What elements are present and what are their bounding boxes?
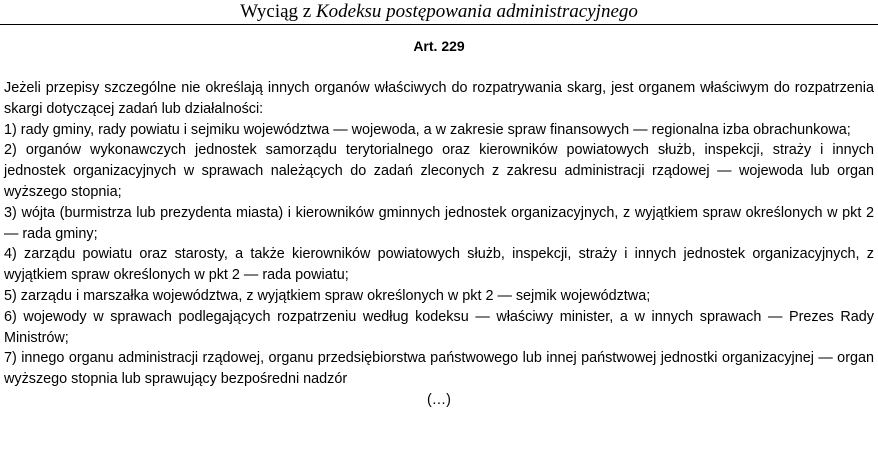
article-body [4,78,874,390]
header-title-plain: Wyciąg z [240,1,316,22]
article-point: 1) rady gminy, rady powiatu i sejmiku województwa — wojewoda, a w zakresie spraw finansowych — regionalna izba obrachunkowa; [4,121,851,138]
article-point: 3) wójta (burmistrza lub prezydenta miasta) i kierowników gminnych jednostek organizacyjnych, z wyjątkiem spraw określonych w pkt 2 — rada gminy; [4,204,874,242]
article-intro: Jeżeli przepisy szczególne nie określają innych organów właściwych do rozpatrywania skarg, jest organem właściwym do rozpatrzenia skargi dotyczącej zadań lub działalności: [4,80,874,117]
document-header [0,0,878,25]
article-number: Art. 229 [413,38,465,54]
article-point: 6) wojewody w sprawach podlegających rozpatrzeniu według kodeksu — właściwy minister, a w innych sprawach — Prezes Rady Ministrów; [4,308,874,346]
article-point: 5) zarządu i marszałka województwa, z wyjątkiem spraw określonych w pkt 2 — sejmik województwa; [4,287,651,304]
omission-ellipsis: (…) [427,391,451,408]
article-point: 4) zarządu powiatu oraz starosty, a także kierowników powiatowych służb, inspekcji, straży i innych jednostek organizacyjnych, z wyjątkiem spraw określonych w pkt 2 — rada powiatu; [4,246,874,284]
article-point: 2) organów wykonawczych jednostek samorządu terytorialnego oraz kierowników powiatowych służb, inspekcji, straży i innych jednostek organizacyjnych w sprawach należących do zadań zleconych z zakresu administracji rządowej — wojewoda lub organ wyższego stopnia; [4,142,874,200]
header-title-italic: Kodeksu postępowania administracyjnego [315,1,638,22]
article-point: 7) innego organu administracji rządowej, organu przedsiębiorstwa państwowego lub innej państwowej jednostki organizacyjnej — organ wyższego stopnia lub sprawujący bezpośredni nadzór [4,350,874,388]
